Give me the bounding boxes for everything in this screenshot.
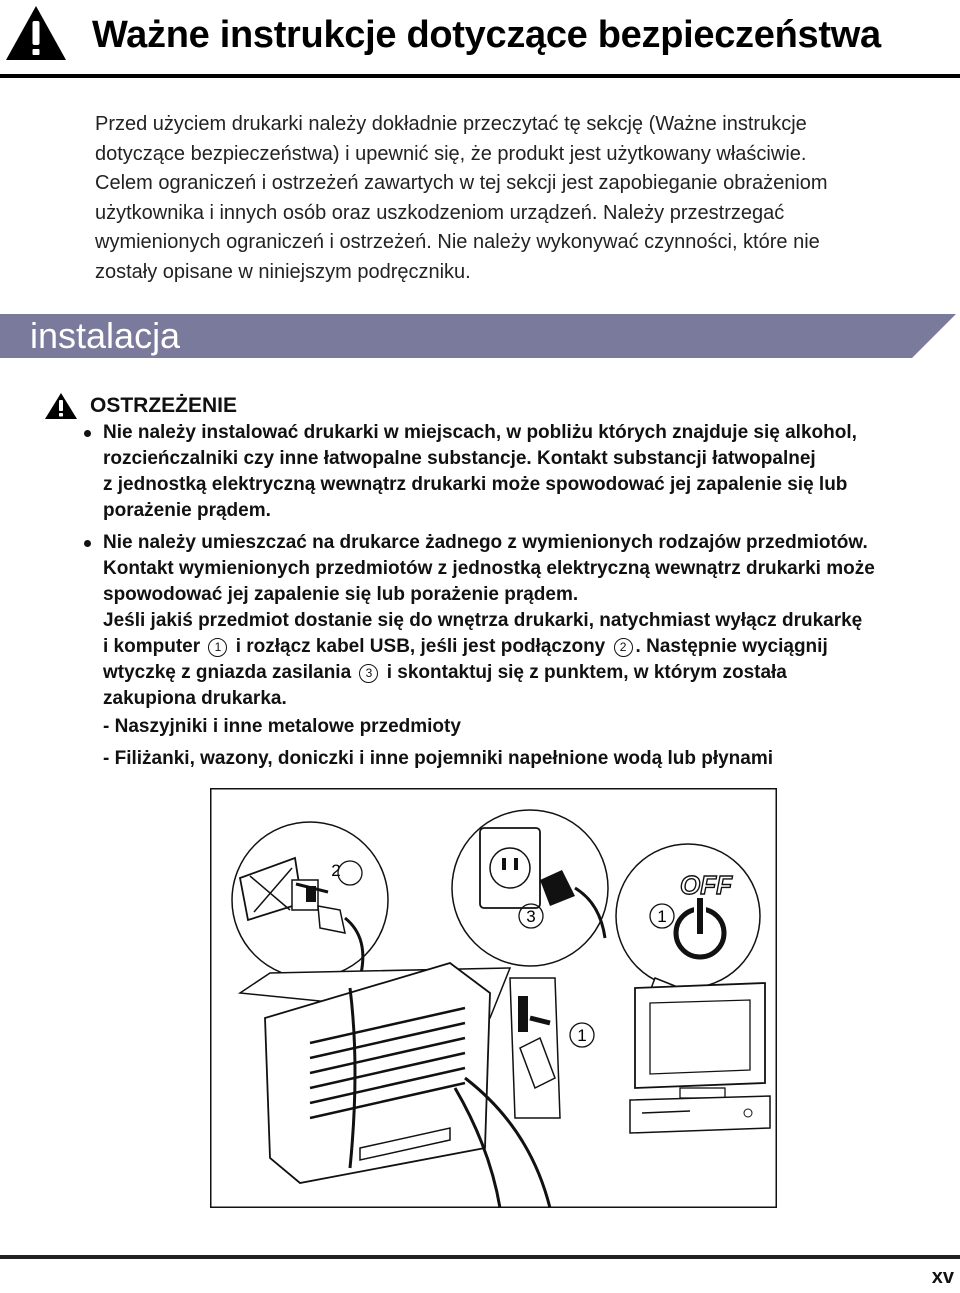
bullet-text: i rozłącz kabel USB, jeśli jest podłączony: [235, 636, 606, 657]
footer-divider: [0, 1255, 960, 1259]
usb-port-inset: [232, 822, 388, 978]
page-title: Ważne instrukcje dotyczące bezpieczeństwa: [92, 14, 881, 56]
power-off-label: OFF: [680, 870, 732, 900]
printer-switch-inset: [510, 978, 560, 1118]
circled-number: 3: [359, 664, 378, 683]
warning-triangle-icon: [4, 4, 68, 62]
bullet-line: zakupiona drukarka.: [103, 688, 287, 709]
intro-line: zostały opisane w niniejszym podręczniku.: [95, 260, 471, 283]
callout-2: 2: [331, 861, 341, 880]
intro-line: wymienionych ograniczeń i ostrzeżeń. Nie należy wykonywać czynności, które nie: [95, 231, 820, 253]
warning-bullet: [103, 530, 953, 712]
bullet-line: [103, 660, 953, 686]
intro-line: dotyczące bezpieczeństwa) i upewnić się, że produkt jest użytkowany właściwie.: [95, 142, 807, 165]
bullet-line: porażenie prądem.: [103, 500, 271, 521]
bullet-line: rozcieńczalniki czy inne łatwopalne substancje. Kontakt substancji łatwopalnej: [103, 448, 816, 469]
bullet-line: Jeśli jakiś przedmiot dostanie się do wnętrza drukarki, natychmiast wyłącz drukarkę: [103, 610, 863, 631]
bullet-line: Nie należy instalować drukarki w miejscach, w pobliżu których znajduje się alkohol,: [103, 422, 857, 443]
warning-label: OSTRZEŻENIE: [90, 394, 238, 417]
intro-paragraph: [95, 110, 945, 287]
bullet-line: [103, 634, 953, 660]
warning-triangle-icon: [44, 392, 78, 420]
dash-list-item: - Naszyjniki i inne metalowe przedmioty: [103, 716, 461, 737]
bullet-dot: [84, 430, 91, 437]
intro-line: użytkownika i innych osób oraz uszkodzeniom urządzeń. Należy przestrzegać: [95, 201, 785, 224]
bullet-dot: [84, 540, 91, 547]
bullet-text: i skontaktuj się z punktem, w którym została: [386, 662, 787, 683]
bullet-line: Nie należy umieszczać na drukarce żadnego z wymienionych rodzajów przedmiotów.: [103, 532, 868, 553]
page-header: [0, 0, 960, 80]
circled-number: 2: [614, 638, 633, 657]
bullet-text: . Następnie wyciągnij: [635, 636, 828, 657]
callout-1-switch: 1: [577, 1026, 587, 1045]
dash-list-item: - Filiżanki, wazony, doniczki i inne pojemniki napełnione wodą lub płynami: [103, 748, 774, 769]
page-number: xv: [931, 1266, 954, 1288]
bullet-text: i komputer: [103, 636, 201, 657]
wall-socket-inset: [452, 810, 608, 966]
callout-1: 1: [657, 907, 667, 926]
printer-illustration: [210, 788, 777, 1208]
callout-3: 3: [526, 907, 536, 926]
section-title: instalacja: [30, 315, 181, 356]
bullet-line: spowodować jej zapalenie się lub porażenie prądem.: [103, 584, 579, 605]
intro-line: Celem ograniczeń i ostrzeżeń zawartych w tej sekcji jest zapobieganie obrażeniom: [95, 172, 828, 194]
bullet-text: wtyczkę z gniazda zasilania: [103, 662, 352, 683]
computer-illustration: [630, 983, 770, 1133]
warning-bullet: [103, 420, 953, 524]
intro-line: Przed użyciem drukarki należy dokładnie przeczytać tę sekcję (Ważne instrukcje: [95, 113, 807, 135]
bullet-line: z jednostką elektryczną wewnątrz drukarki może spowodować jej zapalenie się lub: [103, 474, 848, 495]
circled-number: 1: [208, 638, 227, 657]
header-divider: [0, 74, 960, 78]
bullet-line: Kontakt wymienionych przedmiotów z jednostką elektryczną wewnątrz drukarki może: [103, 558, 875, 579]
